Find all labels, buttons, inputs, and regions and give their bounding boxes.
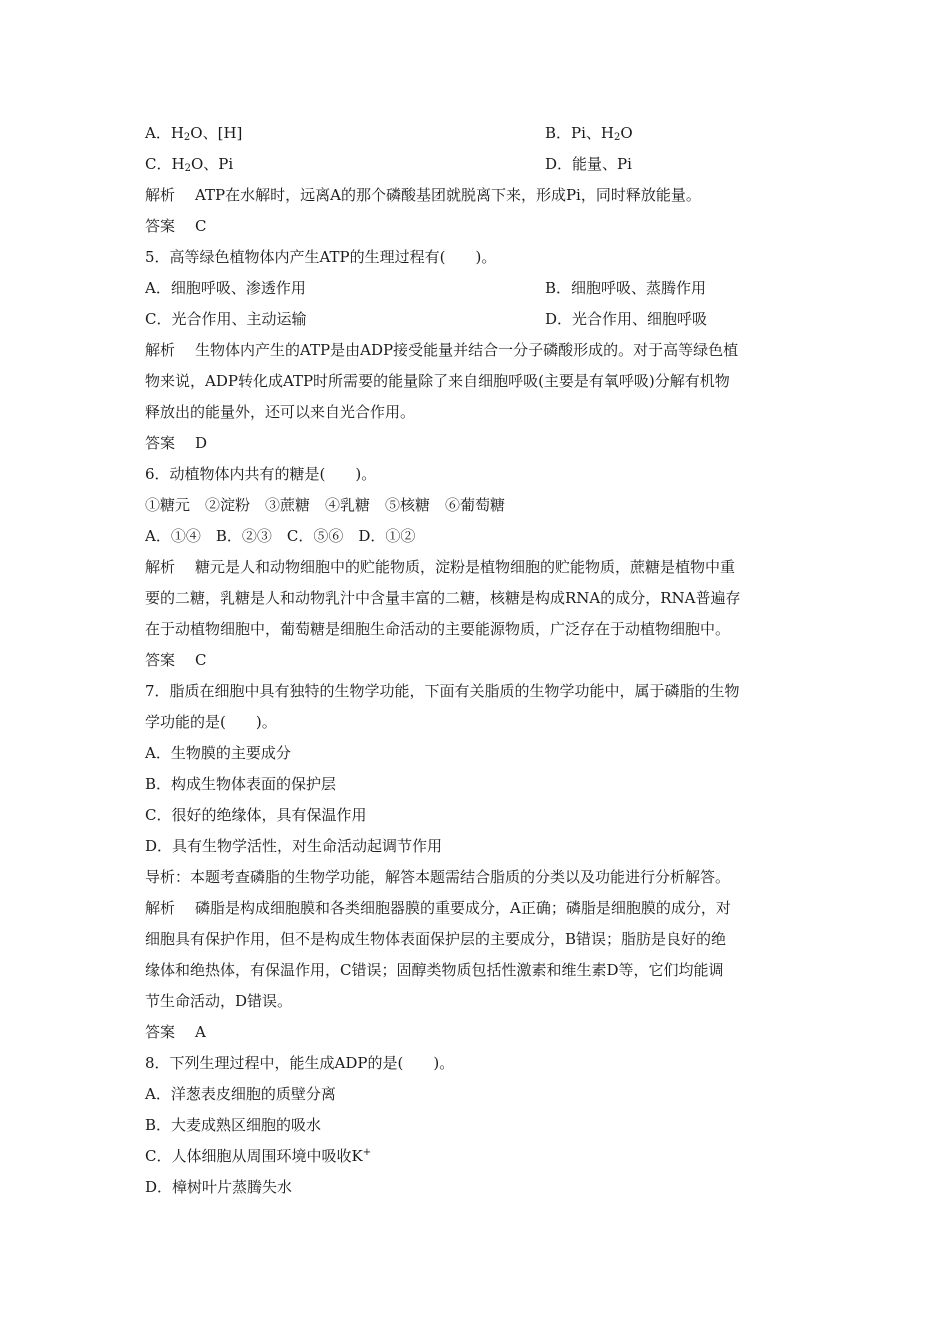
q6-analysis-line3: 在于动植物细胞中，葡萄糖是细胞生命活动的主要能源物质，广泛存在于动植物细胞中。 [145,620,731,638]
q8-option-b: B．大麦成熟区细胞的吸水 [145,1116,322,1134]
q4-options-ab [145,118,815,149]
q4-option-c: C．$H_2O$、Pi [145,155,234,174]
q7-question-line1: 7．脂质在细胞中具有独特的生物学功能，下面有关脂质的生物学功能中，属于磷脂的生物 [145,682,740,700]
q8-option-a: A．洋葱表皮细胞的质壁分离 [145,1085,336,1103]
q4-analysis: 解析 ATP在水解时，远离A的那个磷酸基团就脱离下来，形成Pi，同时释放能量。 [145,186,701,204]
q8-option-d: D．樟树叶片蒸腾失水 [145,1178,293,1196]
q5-options-ab [145,273,815,304]
q6-analysis-line2: 要的二糖，乳糖是人和动物乳汁中含量丰富的二糖，核糖是构成RNA的成分，RNA普遍存 [145,589,741,607]
q5-answer: 答案 D [145,434,208,452]
q5-analysis-line2: 物来说，ADP转化成ATP时所需要的能量除了来自细胞呼吸(主要是有氧呼吸)分解有机物 [145,372,730,390]
q5-option-c: C．光合作用、主动运输 [145,310,307,328]
q4-option-a: A．$H_2O$、[H] [145,124,243,143]
q7-analysis-line2: 细胞具有保护作用，但不是构成生物体表面保护层的主要成分，B错误；脂肪是良好的绝 [145,930,727,948]
q6-options: A．①④ B．②③ C．⑤⑥ D．①② [145,527,416,545]
q6-items: ①糖元 ②淀粉 ③蔗糖 ④乳糖 ⑤核糖 ⑥葡萄糖 [145,496,506,514]
q8-option-c: C．人体细胞从周围环境中吸收K+ [145,1147,372,1165]
q7-option-b: B．构成生物体表面的保护层 [145,775,337,793]
q5-analysis-line3: 释放出的能量外，还可以来自光合作用。 [145,403,416,421]
q7-option-c: C．很好的绝缘体，具有保温作用 [145,806,367,824]
q7-guide: 导析：本题考查磷脂的生物学功能，解答本题需结合脂质的分类以及功能进行分析解答。 [145,868,731,886]
q7-option-a: A．生物膜的主要成分 [145,744,291,762]
q6-answer: 答案 C [145,651,207,669]
q7-analysis-line4: 节生命活动，D错误。 [145,992,293,1010]
q5-question: 5．高等绿色植物体内产生ATP的生理过程有( )。 [145,248,497,266]
q5-option-d: D．光合作用、细胞呼吸 [545,310,708,328]
q5-options-cd [145,304,815,335]
q5-option-b: B．细胞呼吸、蒸腾作用 [545,279,707,297]
q6-question: 6．动植物体内共有的糖是( )。 [145,465,377,483]
q7-answer: 答案 A [145,1023,206,1041]
q7-question-line2: 学功能的是( )。 [145,713,277,731]
q4-option-b: B．Pi、$H_2O$ [545,124,633,143]
q5-option-a: A．细胞呼吸、渗透作用 [145,279,306,297]
q4-answer: 答案 C [145,217,207,235]
q4-options-cd [145,149,815,180]
document-page [145,118,815,1203]
q5-analysis-line1: 解析 生物体内产生的ATP是由ADP接受能量并结合一分子磷酸形成的。对于高等绿色植 [145,341,739,359]
q7-option-d: D．具有生物学活性，对生命活动起调节作用 [145,837,443,855]
q4-option-d: D．能量、Pi [545,155,632,173]
q8-question: 8．下列生理过程中，能生成ADP的是( )。 [145,1054,455,1072]
q6-analysis-line1: 解析 糖元是人和动物细胞中的贮能物质，淀粉是植物细胞的贮能物质，蔗糖是植物中重 [145,558,736,576]
q7-analysis-line3: 缘体和绝热体，有保温作用，C错误；固醇类物质包括性激素和维生素D等，它们均能调 [145,961,724,979]
q7-analysis-line1: 解析 磷脂是构成细胞膜和各类细胞器膜的重要成分，A正确；磷脂是细胞膜的成分，对 [145,899,731,917]
